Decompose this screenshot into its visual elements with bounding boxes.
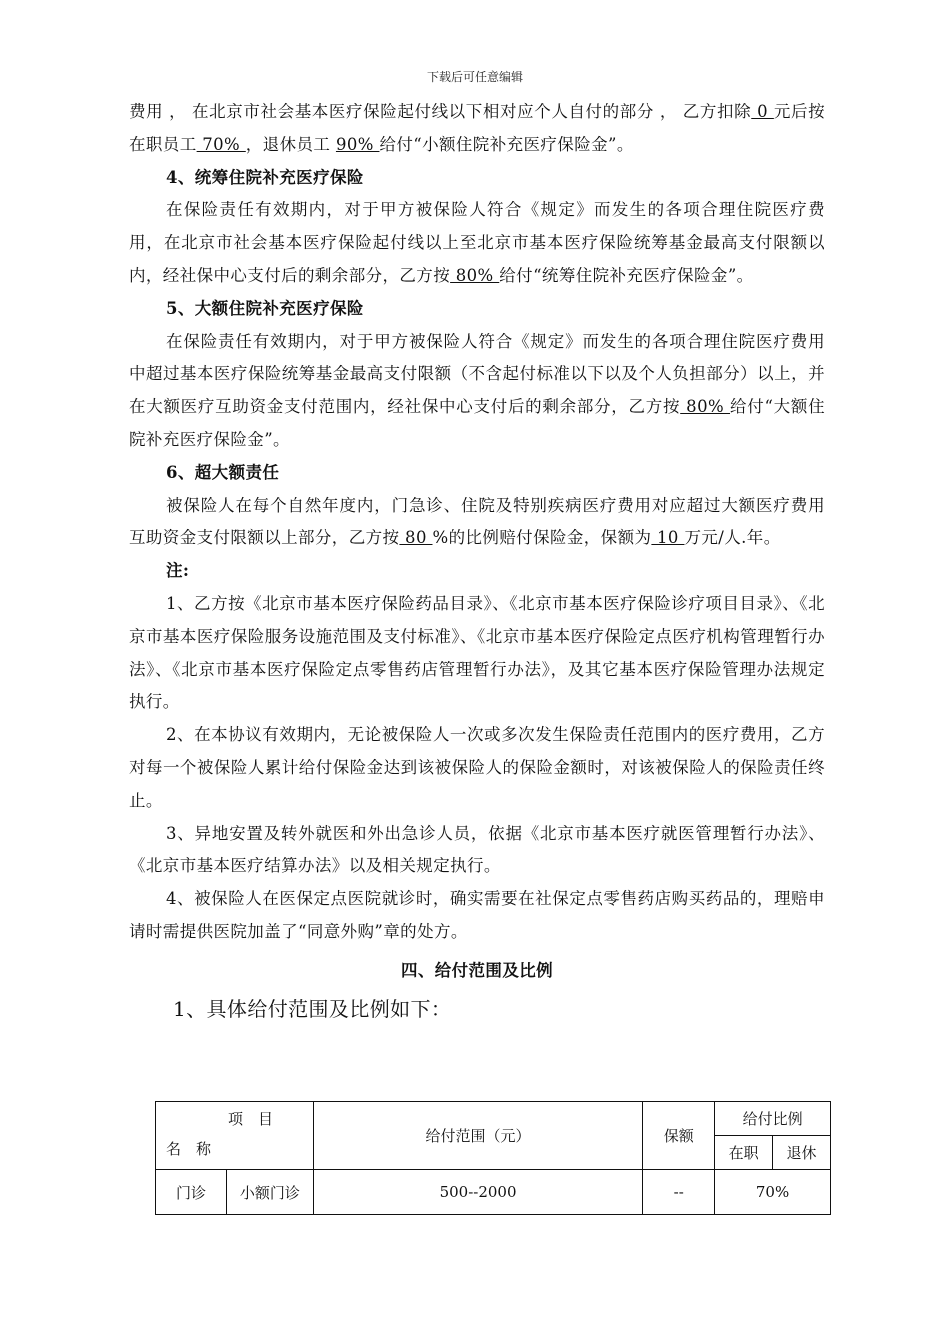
table-row [156,1170,831,1215]
super-ratio: 80 [399,528,433,548]
header-retired: 退休 [773,1136,831,1170]
row-name: 小额门诊 [239,1183,300,1202]
header-ratio: 给付比例 [715,1102,831,1136]
deduct-value: 0 [751,102,774,121]
paragraph-small-hospital: 费用 ， 在北京市社会基本医疗保险起付线以下相对应个人自付的部分 ， 乙方扣除 0 元后按在职员工 70% ，退休员工 90% 给付“小额住院补充医疗保险金”。 [129,102,825,154]
document-body [129,96,825,1030]
note-3: 3、异地安置及转外就医和外出急诊人员，依据《北京市基本医疗就医管理暂行办法》、《北京市基本医疗结算办法》以及相关规定执行。 [129,823,825,876]
header-diagonal-cell [156,1102,314,1170]
coverage-amount: 10 [651,528,685,548]
header-item: 项 目 [228,1110,274,1128]
payment-intro: 1、具体给付范围及比例如下： [173,996,452,1021]
heading-super-large: 6、超大额责任 [166,462,280,482]
row-category: 门诊 [156,1170,227,1214]
row-range: 500--2000 [313,1170,642,1215]
header-name: 名 称 [166,1140,212,1158]
note-1: 1、乙方按《北京市基本医疗保险药品目录》、《北京市基本医疗保险诊疗项目目录》、《北京市基本医疗保险服务设施范围及支付标准》、《北京市基本医疗保险定点医疗机构管理暂行办法》、《北京市基本医疗保险定点零售药店管理暂行办法》，及其它基本医疗保险管理办法规定执行。 [129,593,825,712]
pooled-ratio: 80% [450,265,500,285]
paragraph-large-hospital: 在保险责任有效期内，对于甲方被保险人符合《规定》而发生的各项合理住院医疗费用中超过基本医疗保险统筹基金最高支付限额（不含起付标准以下以及个人负担部分）以上，并在大额医疗互助资金支付范围内，经社保中心支付后的剩余部分，乙方按 80% 给付“大额住院补充医疗保险金”。 [129,331,825,449]
header-range: 给付范围（元） [313,1102,642,1170]
active-ratio: 70% [196,134,246,154]
large-ratio: 80% [680,397,731,417]
heading-large-hospital: 5、大额住院补充医疗保险 [166,298,364,318]
section-title: 四、给付范围及比例 [400,960,554,980]
retired-ratio: 90% [335,134,380,154]
header-amount: 保额 [643,1102,715,1170]
page-header: 下载后可任意编辑 [426,70,523,84]
payment-table [155,1101,831,1215]
note-label: 注: [166,561,190,581]
row-ratio: 70% [715,1170,831,1215]
paragraph-pooled-hospital: 在保险责任有效期内，对于甲方被保险人符合《规定》而发生的各项合理住院医疗费用，在北京市社会基本医疗保险起付线以上至北京市基本医疗保险统筹基金最高支付限额以内，经社保中心支付后的剩余部分，乙方按 80% 给付“统筹住院补充医疗保险金”。 [129,200,825,285]
paragraph-super-large: 被保险人在每个自然年度内，门急诊、住院及特别疾病医疗费用对应超过大额医疗费用互助资金支付限额以上部分，乙方按 80 %的比例赔付保险金，保额为 10 万元/人.年。 [129,495,825,548]
row-amount: -- [643,1170,715,1215]
note-2: 2、在本协议有效期内，无论被保险人一次或多次发生保险责任范围内的医疗费用，乙方对每一个被保险人累计给付保险金达到该被保险人的保险金额时，对该被保险人的保险责任终止。 [129,725,825,810]
heading-pooled-hospital: 4、统筹住院补充医疗保险 [166,167,364,187]
header-active: 在职 [715,1136,773,1170]
note-4: 4、被保险人在医保定点医院就诊时，确实需要在社保定点零售药店购买药品的，理赔申请时需提供医院加盖了“同意外购”章的处方。 [129,889,825,941]
